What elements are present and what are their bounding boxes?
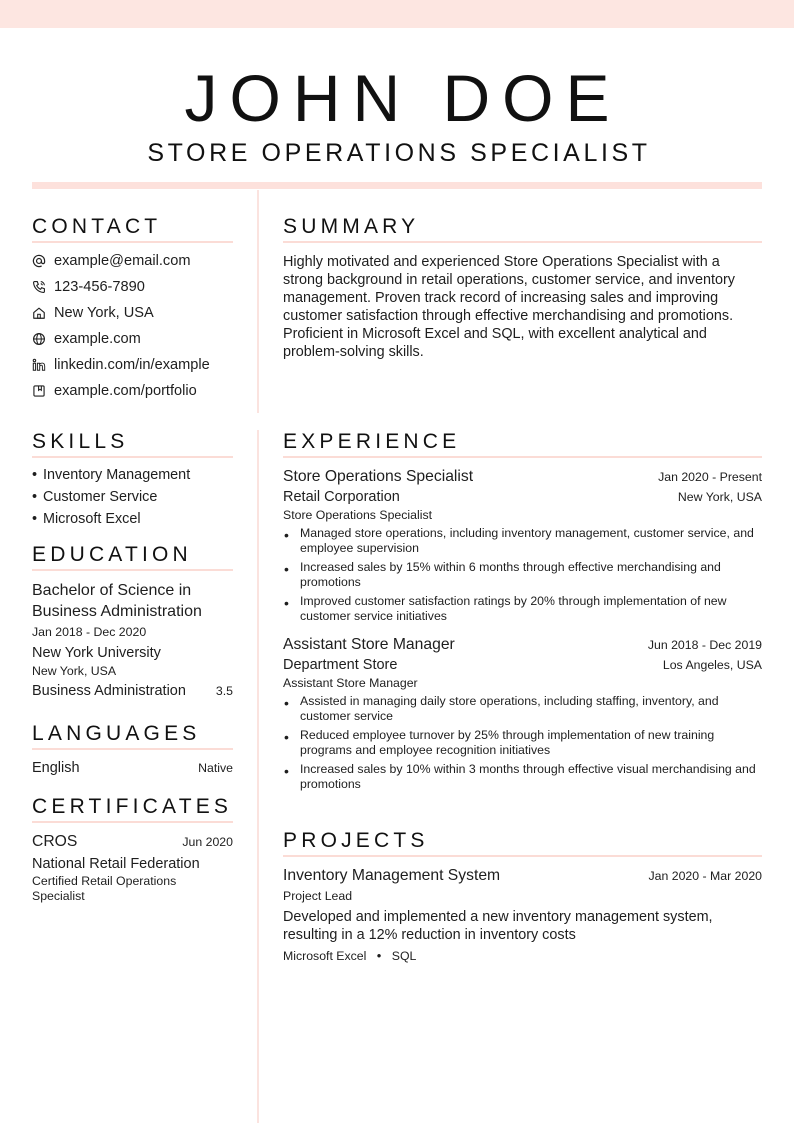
job-title-text: Store Operations Specialist [283,468,474,485]
contact-linkedin-text: linkedin.com/in/example [54,357,210,373]
achievement-item: • Increased sales by 10% within 3 months through effective visual merchandising and promotions [283,762,762,792]
education-heading: EDUCATION [32,542,233,571]
language-level: Native [198,761,233,775]
certificates-section [32,794,233,904]
contact-location-text: New York, USA [54,305,154,321]
language-row [32,760,233,776]
summary-section [283,214,762,361]
column-divider-bottom [257,430,259,1123]
job-achievements [283,694,762,792]
globe-icon [32,332,54,346]
contact-phone-text: 123-456-7890 [54,279,145,295]
certificate-date: Jun 2020 [182,835,233,849]
certificates-heading: CERTIFICATES [32,794,233,823]
contact-portfolio-text: example.com/portfolio [54,383,197,399]
education-dates: Jan 2018 - Dec 2020 [32,625,147,639]
achievement-item: • Reduced employee turnover by 25% through implementation of new training programs and employee recognition initiatives [283,728,762,758]
achievement-item: • Managed store operations, including inventory management, customer service, and employee supervision [283,526,762,556]
job-company: Department Store [283,657,398,673]
project-role: Project Lead [283,889,353,903]
project-title: Inventory Management System [283,867,501,884]
top-accent-bar [0,0,794,28]
job-achievements [283,526,762,624]
job-title-text: Assistant Store Manager [283,636,455,653]
job-location: Los Angeles, USA [662,658,762,672]
job-entry [283,468,762,624]
contact-phone[interactable] [32,274,233,300]
skill-item: • Inventory Management [32,467,191,483]
job-dates: Jan 2020 - Present [658,470,762,484]
education-school: New York University [32,645,161,661]
contact-website[interactable] [32,326,233,352]
contact-linkedin[interactable] [32,352,233,378]
job-dates: Jun 2018 - Dec 2019 [647,638,762,652]
phone-icon [32,280,54,294]
job-role: Assistant Store Manager [283,676,418,690]
skills-section [32,429,233,530]
job-role: Store Operations Specialist [283,508,433,522]
certificate-name: CROS [32,833,78,850]
skill-item: • Microsoft Excel [32,511,141,527]
contact-location [32,300,233,326]
job-company: Retail Corporation [283,489,400,505]
contact-heading: CONTACT [32,214,233,243]
contact-portfolio[interactable] [32,378,233,404]
job-location: New York, USA [677,490,762,504]
education-field: Business Administration [32,683,186,699]
project-dates: Jan 2020 - Mar 2020 [648,869,762,883]
header-divider [32,182,762,189]
bookmark-icon [32,384,54,398]
summary-heading: SUMMARY [283,214,762,243]
language-name: English [32,760,80,776]
project-description: Developed and implemented a new inventory management system, resulting in a 12% reduction in inventory costs [283,909,713,943]
candidate-name: JOHN DOE [184,61,622,135]
languages-heading: LANGUAGES [32,721,233,750]
certificate-issuer: National Retail Federation [32,856,200,872]
at-icon [32,254,54,268]
contact-section [32,214,233,404]
certificate-description: Certified Retail Operations Specialist [32,874,177,903]
education-location: New York, USA [32,664,117,678]
achievement-item: • Improved customer satisfaction ratings by 20% through implementation of new customer service initiatives [283,594,762,624]
achievement-item: • Assisted in managing daily store operations, including staffing, inventory, and customer service [283,694,762,724]
education-field-row [32,683,233,699]
experience-section [283,429,762,796]
skills-heading: SKILLS [32,429,233,458]
tech-tag: SQL [391,949,417,963]
job-title: STORE OPERATIONS SPECIALIST [147,139,651,167]
skill-item: • Customer Service [32,489,158,505]
languages-section [32,721,233,776]
projects-heading: PROJECTS [283,828,762,857]
achievement-item: • Increased sales by 15% within 6 months through effective merchandising and promotions [283,560,762,590]
education-gpa: 3.5 [215,684,233,698]
project-tech [283,947,762,965]
contact-website-text: example.com [54,331,141,347]
contact-email-text: example@email.com [54,253,191,269]
experience-heading: EXPERIENCE [283,429,762,458]
job-entry [283,636,762,792]
tech-separator: • [376,948,382,963]
summary-text: Highly motivated and experienced Store Operations Specialist with a strong background in retail operations, customer service, and inventory management. Proven track record of increasing sales and improving customer satisfaction through effective merchandising and promotions. Proficient in Microsoft Excel and SQL, with excellent analytical and problem-solving skills. [283,254,735,360]
tech-tag: Microsoft Excel [283,949,367,963]
projects-section [283,828,762,965]
education-degree: Bachelor of Science in Business Administration [32,582,202,620]
column-divider-top [257,190,259,413]
contact-email[interactable] [32,248,233,274]
certificate-row [32,833,233,851]
home-icon [32,306,54,320]
education-section [32,542,233,699]
linkedin-icon [32,358,54,372]
project-entry [283,867,762,965]
